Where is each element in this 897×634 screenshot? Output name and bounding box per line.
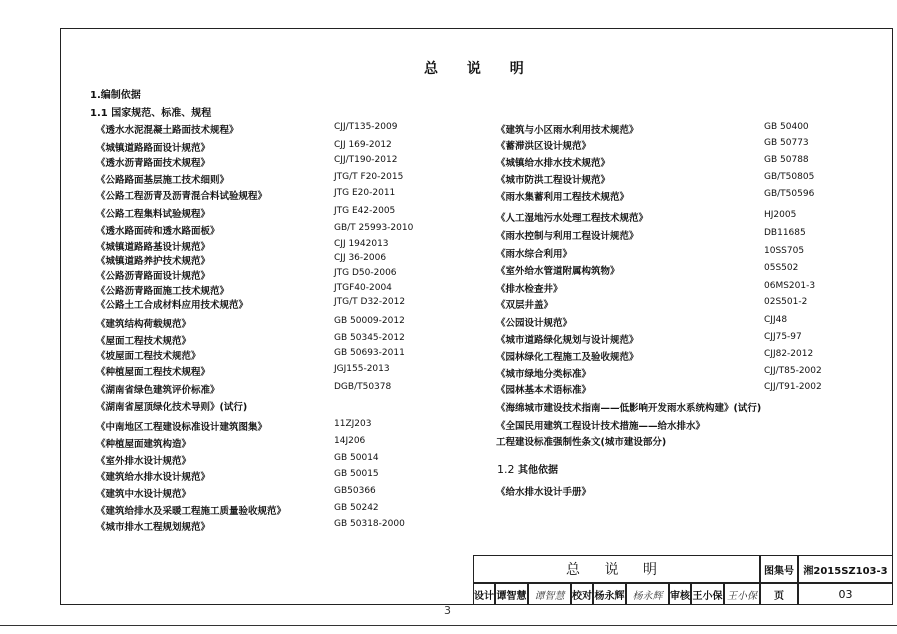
standard-name: 《建筑给水排水设计规范》 [96, 472, 211, 483]
check-label: 校对 [571, 583, 593, 605]
standard-name: 《室外给水管道附属构筑物》 [496, 266, 620, 277]
standard-name: 《排水检查井》 [496, 284, 563, 295]
standard-code: GB 50773 [764, 138, 809, 148]
other-basis-item: 《给水排水设计手册》 [496, 487, 592, 498]
standard-name: 《城市道路绿化规划与设计规范》 [496, 335, 639, 346]
standard-code: GB/T 25993-2010 [334, 223, 414, 233]
standard-name: 《园林绿化工程施工及验收规范》 [496, 352, 639, 363]
designer-name: 谭智慧 [495, 583, 528, 605]
title-block-title: 总 说 明 [473, 555, 760, 583]
standard-name: 《建筑给排水及采暖工程施工质量验收规范》 [96, 506, 287, 517]
standard-code: JTG/T D32-2012 [334, 297, 406, 307]
standard-code: GB 50400 [764, 122, 809, 132]
standard-code: GB 50693-2011 [334, 348, 405, 358]
standard-code: JTG E20-2011 [334, 188, 396, 198]
standard-code: 02S501-2 [764, 297, 808, 307]
standard-code: JTG E42-2005 [334, 206, 396, 216]
standard-name: 《湖南省绿色建筑评价标准》 [96, 385, 220, 396]
standard-name: 《城镇道路路基设计规范》 [96, 242, 211, 253]
standard-name: 《屋面工程技术规范》 [96, 336, 192, 347]
standard-code: JTG D50-2006 [334, 268, 397, 278]
standard-code: CJJ 1942013 [334, 239, 389, 249]
title-block [473, 555, 893, 605]
standard-name: 《建筑与小区雨水利用技术规范》 [496, 125, 639, 136]
atlas-number: 湘2015SZ103-3 [798, 555, 893, 583]
standard-name: 《种植屋面建筑构造》 [96, 439, 192, 450]
section-text: 其他依据 [518, 465, 558, 476]
atlas-label: 图集号 [760, 555, 798, 583]
checker-name: 杨永辉 [593, 583, 626, 605]
standard-code: GB 50788 [764, 155, 809, 165]
standard-code: CJJ 169-2012 [334, 140, 392, 150]
standard-code: JTG/T F20-2015 [334, 172, 404, 182]
designer-signature: 谭智慧 [528, 583, 571, 605]
standard-code: GB 50015 [334, 469, 379, 479]
standard-code: CJJ/T135-2009 [334, 122, 398, 132]
standard-name: 《湖南省屋顶绿化技术导则》(试行) [96, 402, 248, 413]
standard-name: 《公路工程沥青及沥青混合料试验规程》 [96, 191, 268, 202]
standard-name: 《透水路面砖和透水路面板》 [96, 226, 220, 237]
standard-code: 14J206 [334, 436, 366, 446]
standard-name: 《城镇给水排水技术规范》 [496, 158, 611, 169]
standard-name: 《公路沥青路面施工技术规范》 [96, 286, 230, 297]
design-label: 设计 [473, 583, 495, 605]
standard-name: 《人工湿地污水处理工程技术规范》 [496, 213, 649, 224]
standard-code: 10SS705 [764, 246, 805, 256]
guide-line-3: 工程建设标准强制性条文(城市建设部分) [496, 437, 667, 448]
standard-code: GB/T50596 [764, 189, 815, 199]
guide-line-1: 《海绵城市建设技术指南——低影响开发雨水系统构建》(试行) [496, 403, 762, 414]
section-number: 1.2 [497, 463, 515, 476]
section-heading-1-2 [497, 461, 558, 476]
standard-name: 《城镇道路路面设计规范》 [96, 143, 211, 154]
page-number-cell: 03 [798, 583, 893, 605]
standard-code: 06MS201-3 [764, 281, 816, 291]
standard-name: 《公路沥青路面设计规范》 [96, 271, 211, 282]
standard-name: 《雨水控制与利用工程设计规范》 [496, 231, 639, 242]
standard-name: 《城市绿地分类标准》 [496, 369, 592, 380]
standard-code: 11ZJ203 [334, 419, 372, 429]
standard-code: GB 50318-2000 [334, 519, 405, 529]
standard-code: GB 50242 [334, 503, 379, 513]
standard-code: CJJ/T85-2002 [764, 366, 822, 376]
standard-code: DGB/T50378 [334, 382, 392, 392]
standard-code: HJ2005 [764, 210, 797, 220]
standard-name: 《城市防洪工程设计规范》 [496, 175, 611, 186]
reviewer-signature: 王小保 [724, 583, 760, 605]
standard-name: 《城镇道路养护技术规范》 [96, 256, 211, 267]
guide-line-2: 《全国民用建筑工程设计技术措施——给水排水》 [496, 421, 706, 432]
page-edge-line [0, 625, 897, 626]
standard-code: CJJ/T91-2002 [764, 382, 822, 392]
standard-name: 《双层井盖》 [496, 300, 554, 311]
standard-code: CJJ82-2012 [764, 349, 814, 359]
standard-name: 《种植屋面工程技术规程》 [96, 367, 211, 378]
standard-name: 《园林基本术语标准》 [496, 385, 592, 396]
standard-code: CJJ75-97 [764, 332, 802, 342]
standard-code: JGJ155-2013 [334, 364, 390, 374]
standard-name: 《公路土工合成材料应用技术规范》 [96, 300, 249, 311]
page-label: 页 [760, 583, 798, 605]
standard-name: 《公路工程集料试验规程》 [96, 209, 211, 220]
standard-code: GB50366 [334, 486, 376, 496]
standard-name: 《雨水集蓄利用工程技术规范》 [496, 192, 630, 203]
standard-code: DB11685 [764, 228, 806, 238]
standard-name: 《中南地区工程建设标准设计建筑图集》 [96, 422, 268, 433]
checker-signature: 杨永辉 [626, 583, 669, 605]
standard-name: 《蓄滞洪区设计规范》 [496, 141, 592, 152]
standard-code: CJJ/T190-2012 [334, 155, 398, 165]
section-heading-1-1: 1.1 国家规范、标准、规程 [90, 108, 212, 119]
standard-code: CJJ48 [764, 315, 788, 325]
standard-name: 《建筑中水设计规范》 [96, 489, 192, 500]
standard-name: 《坡屋面工程技术规范》 [96, 351, 201, 362]
standard-name: 《公园设计规范》 [496, 318, 573, 329]
standard-name: 《室外排水设计规范》 [96, 456, 192, 467]
standard-code: CJJ 36-2006 [334, 253, 387, 263]
reviewer-name: 王小保 [691, 583, 724, 605]
standard-code: JTGF40-2004 [334, 283, 392, 293]
standard-name: 《透水水泥混凝土路面技术规程》 [96, 125, 239, 136]
standard-name: 《建筑结构荷载规范》 [96, 319, 192, 330]
footer-page-number: 3 [444, 604, 451, 617]
standard-code: GB 50009-2012 [334, 316, 405, 326]
standard-code: GB 50014 [334, 453, 379, 463]
page-title: 总 说 明 [424, 61, 536, 77]
standard-name: 《城市排水工程规划规范》 [96, 522, 211, 533]
standard-name: 《雨水综合利用》 [496, 249, 573, 260]
section-heading-1: 1.编制依据 [90, 90, 141, 101]
standard-code: 05S502 [764, 263, 799, 273]
review-label: 审核 [669, 583, 691, 605]
standard-code: GB 50345-2012 [334, 333, 405, 343]
standard-name: 《公路路面基层施工技术细则》 [96, 175, 230, 186]
standard-code: GB/T50805 [764, 172, 815, 182]
standard-name: 《透水沥青路面技术规程》 [96, 158, 211, 169]
